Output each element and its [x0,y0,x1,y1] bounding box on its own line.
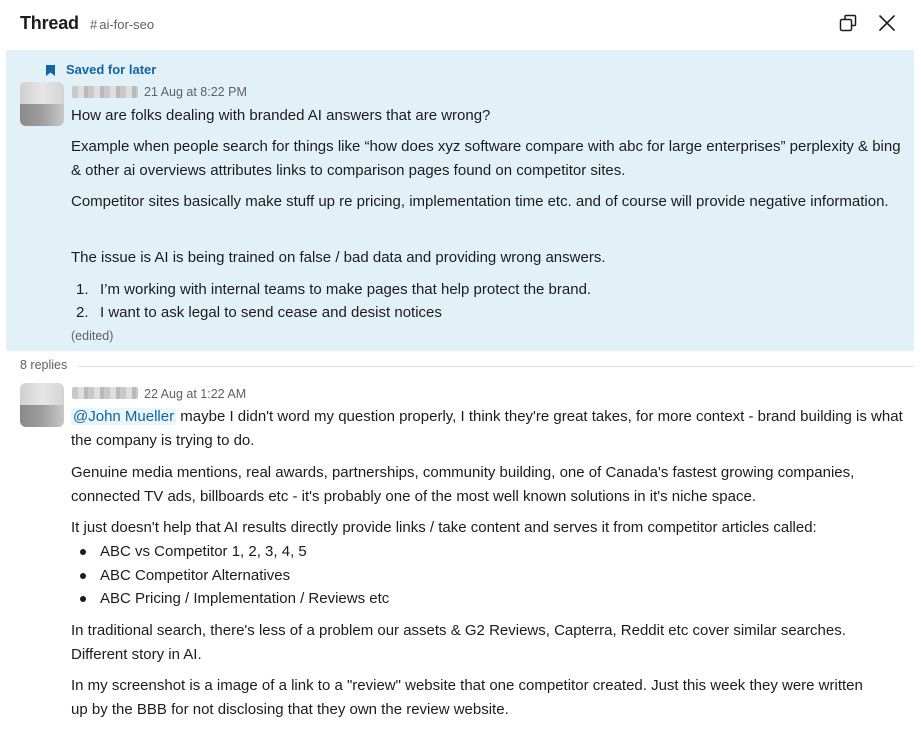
list-item: ABC Competitor Alternatives [78,564,389,588]
thread-header [0,0,921,48]
author-name-redacted[interactable] [72,387,138,399]
author-name-redacted[interactable] [72,86,138,98]
edited-label: (edited) [71,329,114,343]
message-timestamp[interactable]: 22 Aug at 1:22 AM [144,387,247,401]
message-text: How are folks dealing with branded AI answers that are wrong? [71,107,491,124]
list-item: 1. I’m working with internal teams to make pages that help protect the brand. [76,281,592,298]
message-text: The issue is AI is being trained on false / bad data and providing wrong answers. [71,249,606,266]
divider [78,366,914,367]
replies-count: 8 replies [20,358,68,372]
message-text: Example when people search for things like “how does xyz software compare with abc for large enterprises” perplexity & bing & other ai overviews attributes links to comparison pages found on competitor sites. [71,138,901,179]
message-text: Genuine media mentions, real awards, partnerships, community building, one of Canada's fastest growing companies, connected TV ads, billboards etc - it's probably one of the most well known solutions in it's niche space. [71,464,855,505]
user-mention[interactable]: @John Mueller [73,408,175,425]
hash-icon: # [90,17,98,32]
message-text: @John Mueller maybe I didn't word my question properly, I think they're great takes, for more context - brand building is what the company is trying to do. [71,408,903,449]
popout-icon [837,12,859,34]
avatar[interactable] [20,82,64,126]
saved-for-later-label: Saved for later [66,62,157,77]
list-item: ABC Pricing / Implementation / Reviews etc [78,587,389,611]
close-button[interactable] [876,12,898,34]
close-icon [876,12,898,34]
list-item: ABC vs Competitor 1, 2, 3, 4, 5 [78,540,389,564]
message-text: Competitor sites basically make stuff up re pricing, implementation time etc. and of course will provide negative information. [71,193,889,210]
channel-name: ai-for-seo [99,17,155,32]
popout-button[interactable] [837,12,859,34]
numbered-list [76,278,591,324]
message-timestamp[interactable]: 21 Aug at 8:22 PM [144,85,247,99]
message-text: It just doesn't help that AI results directly provide links / take content and serves it from competitor articles called: [71,519,817,536]
avatar[interactable] [20,383,64,427]
message-text: In my screenshot is a image of a link to a "review" website that one competitor created. Just this week they were written up by the BBB for not disclosing that they own the review website. [71,677,863,718]
list-item: 2. I want to ask legal to send cease and desist notices [76,304,442,321]
message-text: In traditional search, there's less of a problem our assets & G2 Reviews, Capterra, Reddit etc cover similar searches. Different story in AI. [71,622,846,663]
bullet-list [78,540,389,611]
channel-link[interactable] [90,17,154,32]
thread-title: Thread [20,13,79,33]
